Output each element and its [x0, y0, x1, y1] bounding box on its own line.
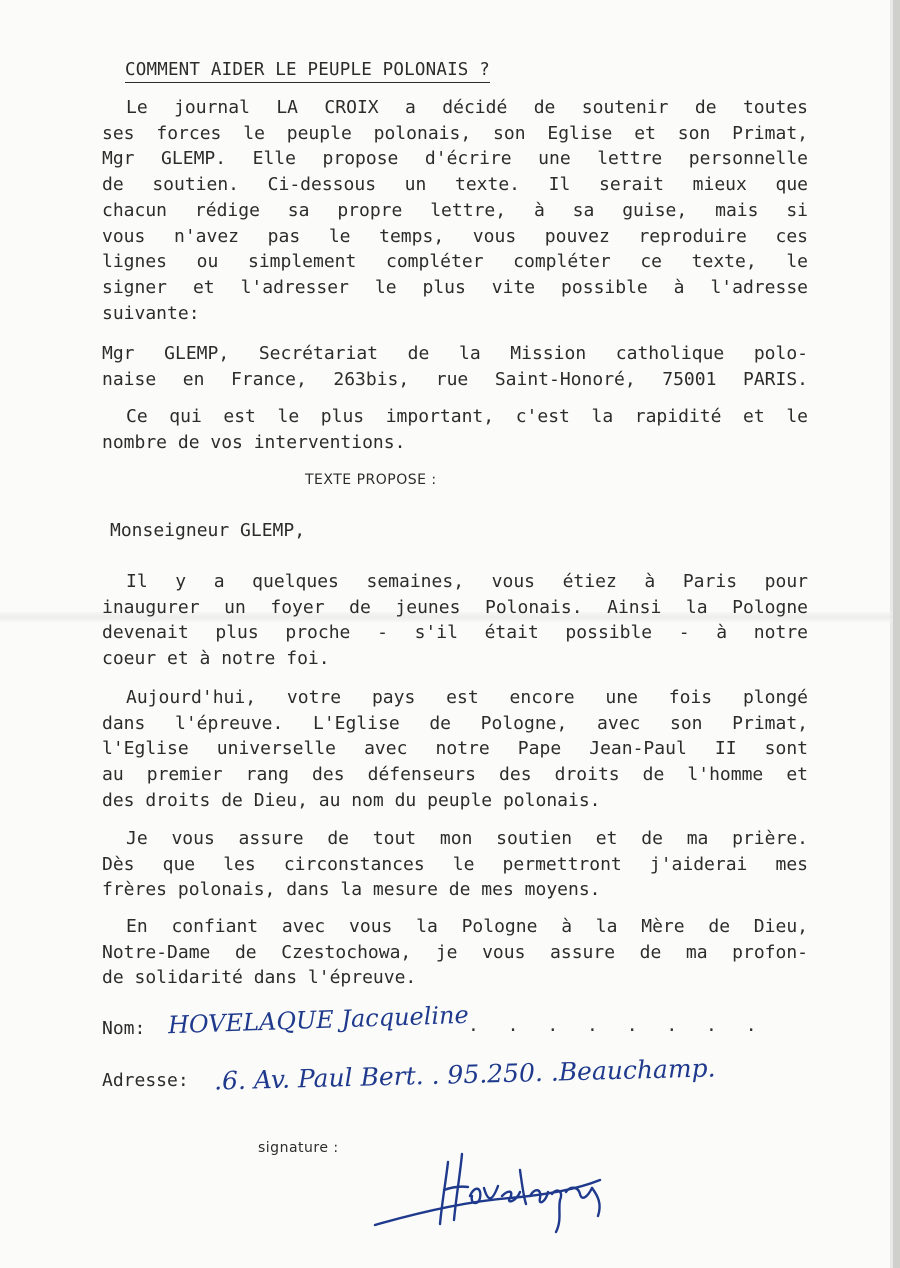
handwritten-signature: [370, 1140, 620, 1240]
letter-line: En confiant avec vous la Pologne à la Mère de Dieu,: [126, 916, 808, 937]
letter-line: Je vous assure de tout mon soutien et de ma prière.: [126, 828, 808, 849]
letter-line: des droits de Dieu, au nom du peuple polonais.: [102, 789, 601, 811]
document-title: COMMENT AIDER LE PEUPLE POLONAIS ?: [125, 60, 490, 83]
important-line: nombre de vos interventions.: [102, 431, 406, 453]
nom-label: Nom:: [102, 1018, 146, 1039]
letter-paragraph-3: [102, 826, 808, 903]
letter-line: frères polonais, dans la mesure de mes moyens.: [102, 879, 601, 901]
letter-line: l'Eglise universelle avec notre Pape Jean-Paul II sont: [102, 738, 808, 760]
texte-propose-heading: TEXTE PROPOSE :: [305, 472, 437, 488]
letter-line: au premier rang des défenseurs des droits de l'homme et: [102, 764, 808, 786]
address-line: Mgr GLEMP, Secrétariat de la Mission catholique polo-: [102, 343, 808, 364]
intro-line: de soutien. Ci-dessous un texte. Il serait mieux que: [102, 174, 808, 196]
intro-line: Le journal LA CROIX a décidé de soutenir de toutes: [126, 97, 808, 118]
important-paragraph: [102, 404, 808, 455]
letter-line: Aujourd'hui, votre pays est encore une fois plongé: [126, 687, 808, 708]
letter-paragraph-1: [102, 569, 808, 672]
letter-line: coeur et à notre foi.: [102, 648, 330, 670]
important-line: Ce qui est le plus important, c'est la rapidité et le: [126, 406, 808, 427]
nom-dots: . . . . . . . .: [468, 1015, 766, 1036]
letter-line: Notre-Dame de Czestochowa, je vous assure de ma profon-: [102, 941, 808, 963]
letter-paragraph-2: [102, 685, 808, 814]
letter-line: Dès que les circonstances le permettront j'aiderai mes: [102, 853, 808, 875]
letter-line: devenait plus proche - s'il était possible - à notre: [102, 622, 808, 644]
intro-line: Mgr GLEMP. Elle propose d'écrire une lettre personnelle: [102, 148, 808, 170]
address-paragraph: [102, 341, 808, 392]
letter-line: Il y a quelques semaines, vous étiez à Paris pour: [126, 571, 808, 592]
intro-paragraph: [102, 95, 808, 326]
adresse-handwritten: .6. Av. Paul Bert. . 95.250. .Beauchamp.: [213, 1053, 716, 1096]
scan-edge: [893, 0, 900, 1268]
intro-line: signer et l'adresser le plus vite possible à l'adresse: [102, 276, 808, 298]
salutation: Monseigneur GLEMP,: [110, 520, 306, 541]
adresse-label: Adresse:: [102, 1070, 189, 1091]
letter-line: dans l'épreuve. L'Eglise de Pologne, avec son Primat,: [102, 712, 808, 734]
intro-line: ses forces le peuple polonais, son Eglise et son Primat,: [102, 122, 808, 144]
address-line: naise en France, 263bis, rue Saint-Honoré, 75001 PARIS.: [102, 368, 808, 390]
intro-line: chacun rédige sa propre lettre, à sa guise, mais si: [102, 199, 808, 221]
intro-line: suivante:: [102, 302, 200, 324]
letter-line: inaugurer un foyer de jeunes Polonais. Ainsi la Pologne: [102, 596, 808, 618]
signature-label: signature :: [258, 1140, 339, 1156]
letter-paragraph-4: [102, 914, 808, 991]
intro-line: lignes ou simplement compléter compléter ce texte, le: [102, 251, 808, 273]
nom-handwritten: HOVELAQUE Jacqueline: [167, 1000, 470, 1040]
intro-line: vous n'avez pas le temps, vous pouvez reproduire ces: [102, 225, 808, 247]
letter-line: de solidarité dans l'épreuve.: [102, 967, 417, 989]
